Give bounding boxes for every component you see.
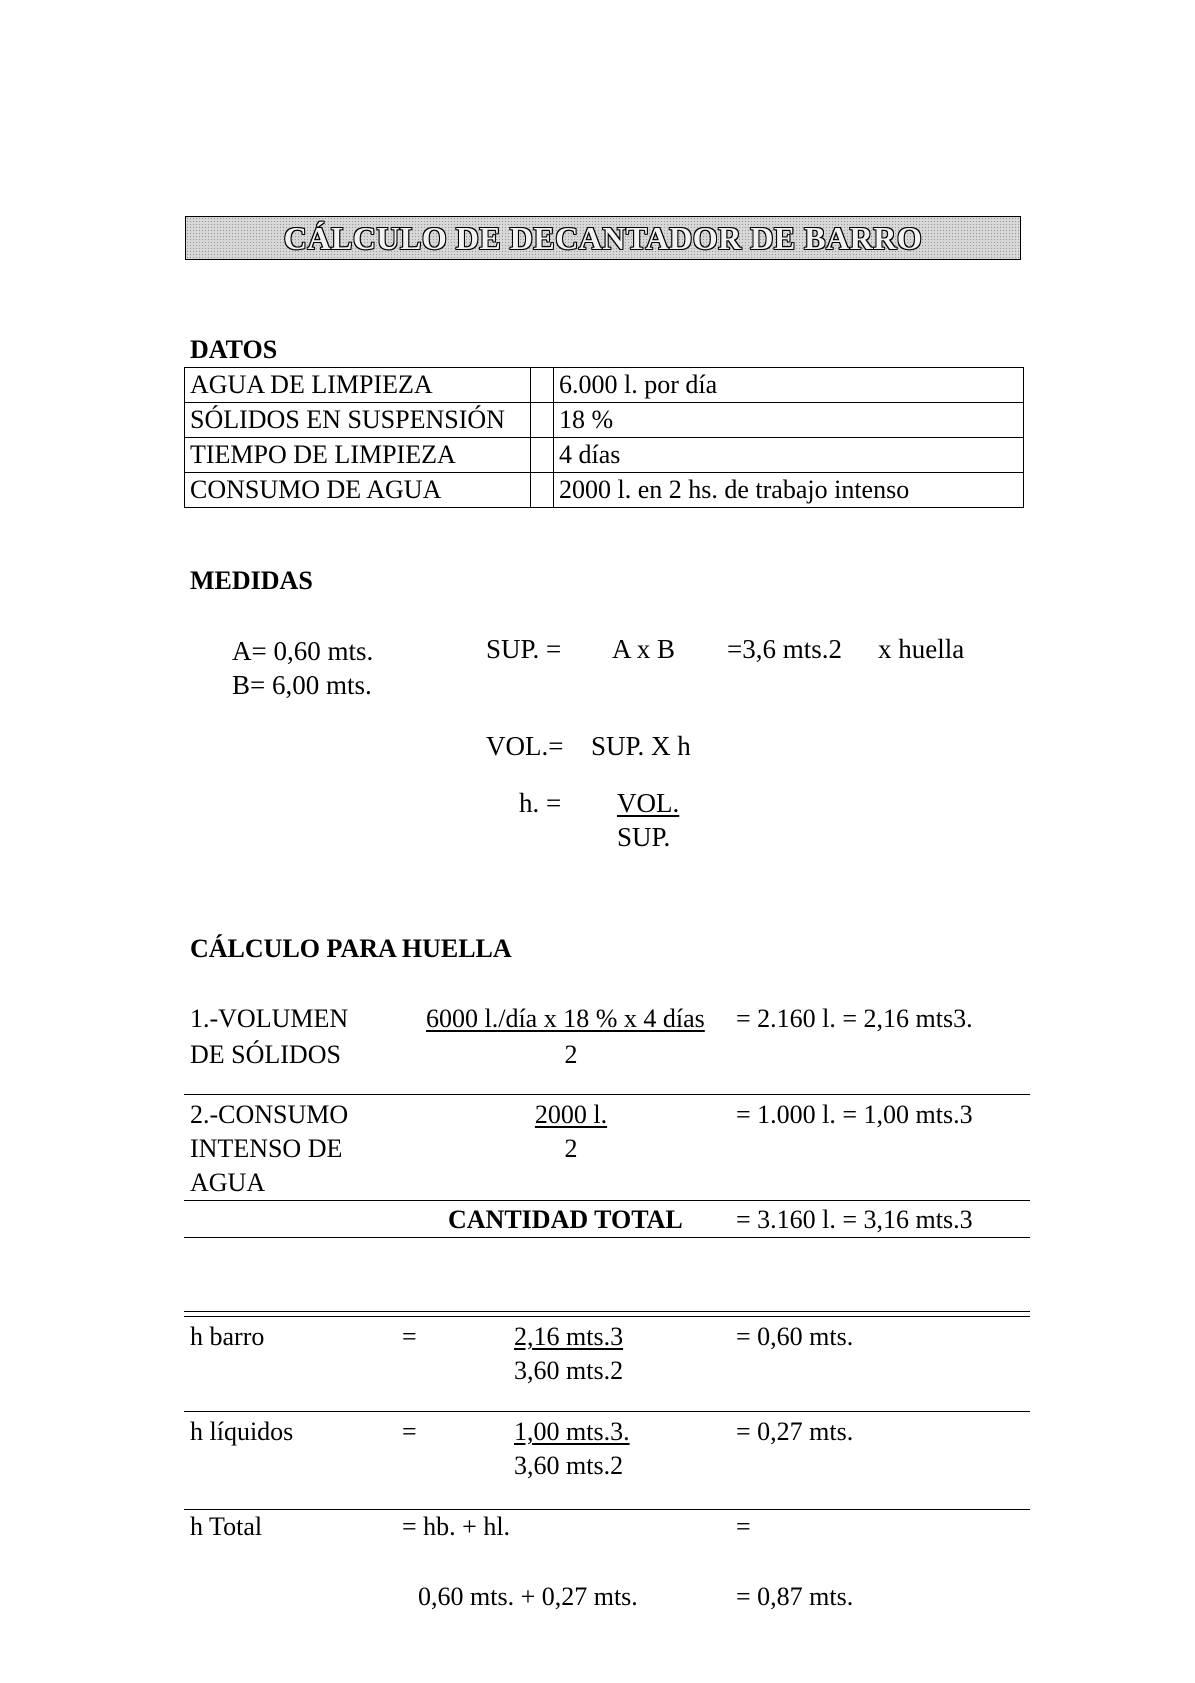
divider-double-top — [184, 1311, 1030, 1312]
h-total-eq: = — [736, 1512, 751, 1541]
datos-label: TIEMPO DE LIMPIEZA — [185, 438, 531, 473]
divider — [184, 1094, 1030, 1095]
huella-heading: CÁLCULO PARA HUELLA — [190, 934, 512, 963]
datos-label: AGUA DE LIMPIEZA — [185, 368, 531, 403]
datos-label: SÓLIDOS EN SUSPENSIÓN — [185, 403, 531, 438]
row2-label-2: INTENSO DE — [190, 1134, 343, 1163]
h-liquidos-numerator: 1,00 mts.3. — [514, 1417, 630, 1446]
datos-spacer — [531, 368, 554, 403]
table-row — [185, 438, 1024, 473]
divider — [184, 1237, 1030, 1238]
sup-result: =3,6 mts.2 — [727, 634, 842, 664]
divider — [184, 1509, 1030, 1510]
datos-value: 18 % — [554, 403, 1024, 438]
h-total-sum: 0,60 mts. + 0,27 mts. — [418, 1582, 638, 1611]
datos-label: CONSUMO DE AGUA — [185, 473, 531, 508]
medida-a: A= 0,60 mts. — [232, 636, 374, 666]
datos-value: 2000 l. en 2 hs. de trabajo intenso — [554, 473, 1024, 508]
table-row — [185, 403, 1024, 438]
h-total-result: = 0,87 mts. — [736, 1582, 854, 1611]
row1-label: 1.-VOLUMEN — [190, 1004, 349, 1033]
h-barro-denominator: 3,60 mts.2 — [514, 1356, 624, 1385]
h-liquidos-denominator: 3,60 mts.2 — [514, 1451, 624, 1480]
datos-heading: DATOS — [190, 335, 278, 364]
table-row — [185, 473, 1024, 508]
h-total-formula: = hb. + hl. — [402, 1512, 511, 1541]
row2-label: 2.-CONSUMO — [190, 1100, 349, 1129]
row1-result: = 2.160 l. = 2,16 mts3. — [736, 1004, 973, 1033]
h-numerator: VOL. — [617, 788, 680, 818]
h-liquidos-result: = 0,27 mts. — [736, 1417, 854, 1446]
row1-numerator: 6000 l./día x 18 % x 4 días — [426, 1004, 705, 1033]
datos-value: 6.000 l. por día — [554, 368, 1024, 403]
datos-value: 4 días — [554, 438, 1024, 473]
h-barro-eq: = — [402, 1322, 417, 1351]
datos-spacer — [531, 438, 554, 473]
h-liquidos-label: h líquidos — [190, 1417, 294, 1446]
h-total-label: h Total — [190, 1512, 263, 1541]
vol-label: VOL.= — [486, 731, 564, 761]
row2-denominator: 2 — [564, 1134, 578, 1163]
row1-label-2: DE SÓLIDOS — [190, 1040, 341, 1069]
h-barro-numerator: 2,16 mts.3 — [514, 1322, 624, 1351]
vol-formula: SUP. X h — [591, 731, 691, 761]
row1-denominator: 2 — [564, 1040, 578, 1069]
divider — [184, 1411, 1030, 1412]
divider-double-bottom — [184, 1316, 1030, 1317]
h-denominator: SUP. — [617, 822, 671, 852]
row2-numerator: 2000 l. — [534, 1100, 608, 1129]
divider — [184, 1200, 1030, 1201]
h-label: h. = — [519, 788, 562, 818]
page-title: CÁLCULO DE DECANTADOR DE BARRO — [283, 219, 923, 256]
sup-label: SUP. = — [486, 634, 562, 664]
datos-spacer — [531, 403, 554, 438]
h-barro-label: h barro — [190, 1322, 265, 1351]
sup-formula: A x B — [612, 634, 676, 664]
row2-label-3: AGUA — [190, 1168, 266, 1197]
h-liquidos-eq: = — [402, 1417, 417, 1446]
row2-result: = 1.000 l. = 1,00 mts.3 — [736, 1100, 973, 1129]
datos-spacer — [531, 473, 554, 508]
total-label: CANTIDAD TOTAL — [448, 1205, 683, 1234]
page-title-banner — [185, 216, 1021, 260]
table-row — [185, 368, 1024, 403]
datos-table — [184, 367, 1024, 508]
total-result: = 3.160 l. = 3,16 mts.3 — [736, 1205, 973, 1234]
medidas-heading: MEDIDAS — [190, 566, 313, 595]
sup-note: x huella — [878, 634, 965, 664]
h-barro-result: = 0,60 mts. — [736, 1322, 854, 1351]
medida-b: B= 6,00 mts. — [232, 670, 372, 700]
